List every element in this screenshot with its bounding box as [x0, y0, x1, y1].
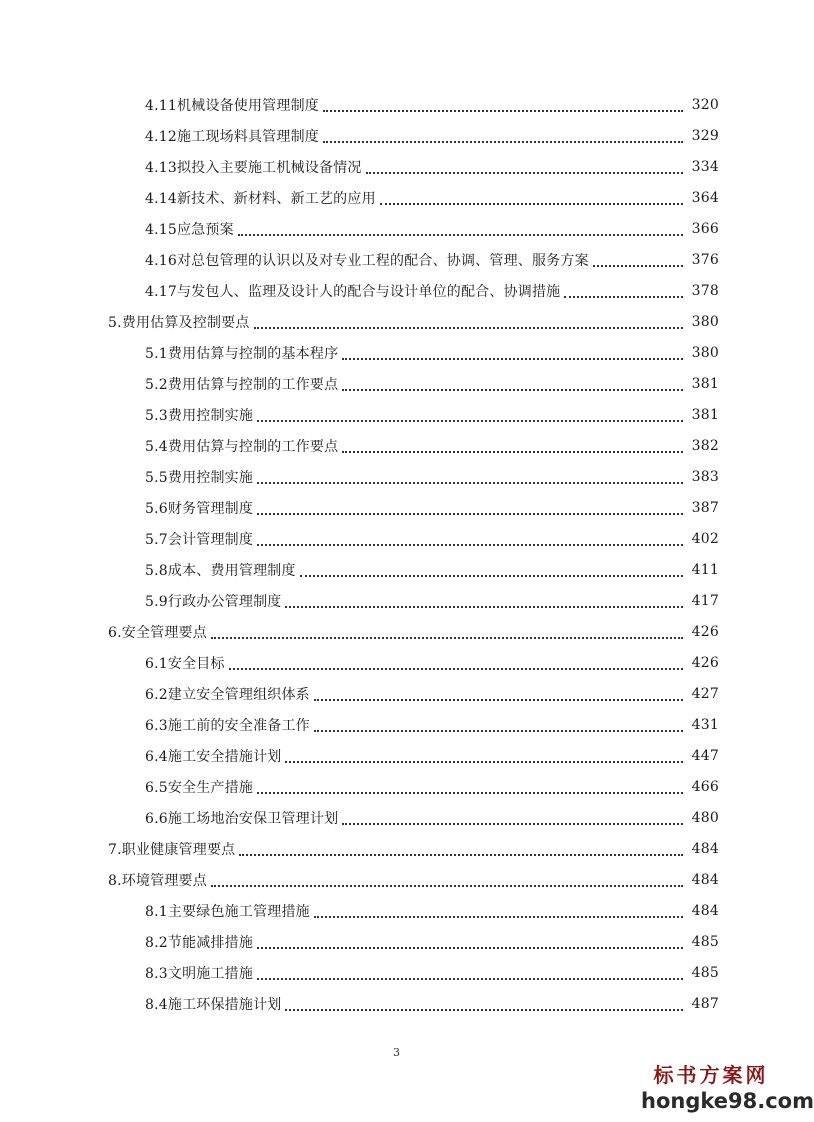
toc-section-entry[interactable] [0, 275, 793, 306]
toc-dot-leader [238, 220, 683, 236]
toc-section-entry[interactable] [0, 337, 793, 368]
toc-entry-page: 484 [691, 902, 719, 919]
toc-entry-page: 381 [691, 375, 719, 392]
toc-section-entry[interactable] [0, 740, 793, 771]
toc-entry-page: 431 [691, 716, 719, 733]
toc-entry-title: 6.6施工场地治安保卫管理计划 [145, 810, 339, 827]
toc-entry-title: 8.4施工环保措施计划 [145, 996, 282, 1013]
toc-entry-title: 5.4费用估算与控制的工作要点 [145, 438, 339, 455]
toc-entry-title: 6.2建立安全管理组织体系 [145, 686, 310, 703]
toc-entry-title: 4.13拟投入主要施工机械设备情况 [145, 159, 362, 176]
toc-dot-leader [211, 623, 683, 639]
toc-entry-title: 5.3费用控制实施 [145, 407, 254, 424]
toc-dot-leader [211, 871, 683, 887]
toc-chapter-entry[interactable] [0, 833, 793, 864]
toc-section-entry[interactable] [0, 802, 793, 833]
toc-dot-leader [342, 375, 683, 391]
toc-entry-title: 8.环境管理要点 [108, 872, 207, 889]
toc-entry-page: 484 [691, 871, 719, 888]
toc-entry-title: 4.11机械设备使用管理制度 [145, 97, 319, 114]
toc-dot-leader [257, 406, 683, 422]
toc-entry-page: 320 [691, 96, 719, 113]
toc-dot-leader [366, 158, 683, 174]
toc-section-entry[interactable] [0, 585, 793, 616]
toc-section-entry[interactable] [0, 492, 793, 523]
toc-dot-leader [285, 995, 683, 1011]
toc-section-entry[interactable] [0, 678, 793, 709]
toc-dot-leader [257, 933, 683, 949]
toc-dot-leader [593, 251, 683, 267]
toc-dot-leader [323, 96, 683, 112]
toc-section-entry[interactable] [0, 430, 793, 461]
toc-dot-leader [285, 592, 683, 608]
toc-dot-leader [257, 964, 683, 980]
toc-entry-title: 5.6财务管理制度 [145, 500, 254, 517]
toc-dot-leader [314, 716, 683, 732]
toc-section-entry[interactable] [0, 151, 793, 182]
toc-dot-leader [342, 437, 683, 453]
toc-entry-title: 5.1费用估算与控制的基本程序 [145, 345, 339, 362]
toc-entry-page: 380 [691, 313, 719, 330]
toc-dot-leader [239, 840, 683, 856]
toc-dot-leader [300, 561, 683, 577]
toc-entry-title: 5.2费用估算与控制的工作要点 [145, 376, 339, 393]
toc-entry-page: 380 [691, 344, 719, 361]
toc-section-entry[interactable] [0, 213, 793, 244]
toc-entry-page: 383 [691, 468, 719, 485]
toc-entry-title: 6.1安全目标 [145, 655, 225, 672]
toc-section-entry[interactable] [0, 461, 793, 492]
toc-section-entry[interactable] [0, 120, 793, 151]
toc-entry-page: 426 [691, 623, 719, 640]
toc-entry-page: 382 [691, 437, 719, 454]
toc-dot-leader [564, 282, 683, 298]
toc-section-entry[interactable] [0, 89, 793, 120]
toc-entry-title: 4.15应急预案 [145, 221, 234, 238]
toc-entry-page: 427 [691, 685, 719, 702]
watermark-name: 标书方案网 [653, 1063, 769, 1087]
toc-chapter-entry[interactable] [0, 864, 793, 895]
toc-section-entry[interactable] [0, 368, 793, 399]
toc-section-entry[interactable] [0, 523, 793, 554]
toc-dot-leader [314, 902, 683, 918]
toc-dot-leader [257, 468, 683, 484]
toc-entry-title: 4.14新技术、新材料、新工艺的应用 [145, 190, 376, 207]
toc-section-entry[interactable] [0, 988, 793, 1019]
toc-entry-title: 8.1主要绿色施工管理措施 [145, 903, 310, 920]
toc-entry-page: 484 [691, 840, 719, 857]
toc-section-entry[interactable] [0, 244, 793, 275]
toc-entry-page: 485 [691, 933, 719, 950]
toc-entry-title: 8.2节能减排措施 [145, 934, 254, 951]
toc-dot-leader [314, 685, 683, 701]
toc-chapter-entry[interactable] [0, 306, 793, 337]
toc-entry-page: 381 [691, 406, 719, 423]
toc-entry-title: 5.5费用控制实施 [145, 469, 254, 486]
toc-entry-page: 447 [691, 747, 719, 764]
toc-entry-title: 6.4施工安全措施计划 [145, 748, 282, 765]
toc-entry-page: 466 [691, 778, 719, 795]
toc-entry-title: 7.职业健康管理要点 [108, 841, 236, 858]
toc-entry-page: 366 [691, 220, 719, 237]
toc-section-entry[interactable] [0, 926, 793, 957]
toc-entry-page: 417 [691, 592, 719, 609]
toc-section-entry[interactable] [0, 709, 793, 740]
toc-chapter-entry[interactable] [0, 616, 793, 647]
toc-section-entry[interactable] [0, 554, 793, 585]
watermark-url: hongke98.com [641, 1089, 814, 1113]
toc-entry-page: 426 [691, 654, 719, 671]
toc-entry-title: 5.8成本、费用管理制度 [145, 562, 296, 579]
site-watermark [641, 1062, 814, 1114]
toc-section-entry[interactable] [0, 647, 793, 678]
toc-entry-title: 4.17与发包人、监理及设计人的配合与设计单位的配合、协调措施 [145, 283, 561, 300]
toc-entry-page: 378 [691, 282, 719, 299]
toc-entry-title: 4.16对总包管理的认识以及对专业工程的配合、协调、管理、服务方案 [145, 252, 589, 269]
toc-section-entry[interactable] [0, 771, 793, 802]
toc-dot-leader [254, 313, 683, 329]
toc-entry-title: 5.7会计管理制度 [145, 531, 254, 548]
toc-dot-leader [342, 344, 683, 360]
toc-dot-leader [229, 654, 683, 670]
toc-entry-page: 387 [691, 499, 719, 516]
toc-dot-leader [323, 127, 683, 143]
toc-entry-page: 376 [691, 251, 719, 268]
toc-entry-title: 5.费用估算及控制要点 [108, 314, 250, 331]
toc-section-entry[interactable] [0, 895, 793, 926]
toc-entry-title: 8.3文明施工措施 [145, 965, 254, 982]
toc-entry-page: 411 [691, 561, 719, 578]
toc-entry-page: 329 [691, 127, 719, 144]
toc-entry-page: 487 [691, 995, 719, 1012]
toc-section-entry[interactable] [0, 399, 793, 430]
toc-entry-page: 485 [691, 964, 719, 981]
page-number: 3 [393, 1046, 400, 1059]
toc-entry-page: 334 [691, 158, 719, 175]
toc-dot-leader [257, 530, 683, 546]
toc-entry-title: 6.5安全生产措施 [145, 779, 254, 796]
toc-dot-leader [285, 747, 683, 763]
toc-entry-page: 364 [691, 189, 719, 206]
table-of-contents [0, 89, 793, 1019]
toc-entry-title: 5.9行政办公管理制度 [145, 593, 282, 610]
toc-dot-leader [257, 778, 683, 794]
toc-dot-leader [257, 499, 683, 515]
toc-entry-page: 480 [691, 809, 719, 826]
toc-entry-title: 4.12施工现场料具管理制度 [145, 128, 319, 145]
toc-dot-leader [342, 809, 683, 825]
toc-dot-leader [380, 189, 683, 205]
toc-section-entry[interactable] [0, 182, 793, 213]
toc-entry-title: 6.3施工前的安全准备工作 [145, 717, 310, 734]
toc-section-entry[interactable] [0, 957, 793, 988]
toc-entry-page: 402 [691, 530, 719, 547]
toc-entry-title: 6.安全管理要点 [108, 624, 207, 641]
